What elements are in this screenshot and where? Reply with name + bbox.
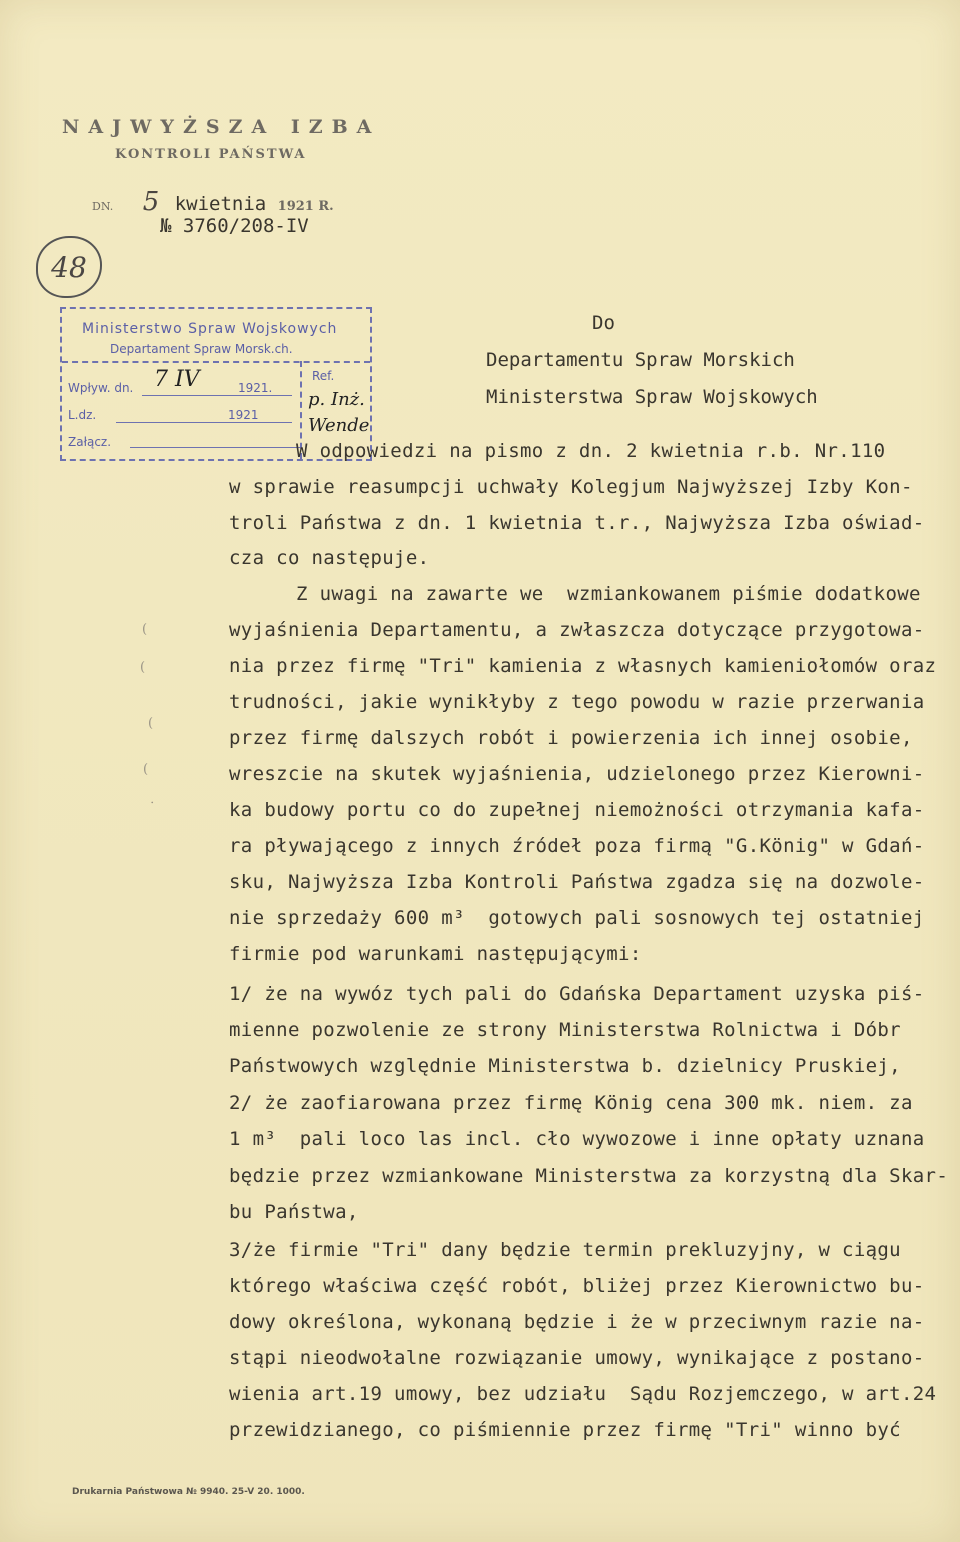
- stamp-department: Departament Spraw Morsk.ch.: [110, 342, 293, 356]
- receipt-stamp: [60, 307, 372, 461]
- body-line: 3/że firmie "Tri" dany będzie termin prekluzyjny, w ciągu: [229, 1239, 901, 1261]
- body-line: nia przez firmę "Tri" kamienia z własnych kamieniołomów oraz: [229, 655, 937, 677]
- body-line: 1 m³ pali loco las incl. cło wywozowe i inne opłaty uznana: [229, 1128, 925, 1150]
- stamp-liczba-label: L.dz.: [68, 408, 97, 422]
- body-line: którego właściwa część robót, bliżej przez Kierownictwo bu-: [229, 1275, 925, 1297]
- address-line-2: Ministerstwa Spraw Wojskowych: [486, 386, 818, 408]
- stamp-line: [142, 395, 292, 396]
- body-line: mienne pozwolenie ze strony Ministerstwa Rolnictwa i Dóbr: [229, 1019, 901, 1041]
- stamp-liczba-value: 1921: [228, 408, 259, 422]
- body-line: cza co następuje.: [229, 547, 430, 569]
- stamp-line: [130, 447, 300, 448]
- body-line: przewidzianego, co piśmiennie przez firmę "Tri" winno być: [229, 1419, 901, 1441]
- body-line: przez firmę dalszych robót i powierzenia ich innej osobie,: [229, 727, 913, 749]
- body-line: firmie pod warunkami następującymi:: [229, 943, 642, 965]
- margin-mark: (: [142, 622, 148, 637]
- body-line: bu Państwa,: [229, 1201, 359, 1223]
- stamp-handwritten-note: p. Inż. Wende: [308, 389, 370, 436]
- stamp-ref-label: Ref.: [312, 369, 335, 383]
- stamp-ministry: Ministerstwo Spraw Wojskowych: [82, 321, 338, 337]
- dateline-day: 5: [142, 187, 160, 217]
- body-line: dowy określona, wykonaną będzie i że w przeciwnym razie na-: [229, 1311, 925, 1333]
- body-line: Z uwagi na zawarte we wzmiankowanem piśmie dodatkowe: [296, 583, 921, 605]
- margin-mark: (: [143, 762, 149, 777]
- dateline-month: kwietnia: [174, 193, 267, 215]
- margin-mark: ⋅: [150, 796, 155, 811]
- reference-number: № 3760/208-IV: [160, 215, 309, 237]
- dateline-label: DN.: [92, 200, 114, 213]
- dateline: [92, 187, 334, 217]
- body-line: wyjaśnienia Departamentu, a zwłaszcza dotyczące przygotowa-: [229, 619, 925, 641]
- body-line: wreszcie na skutek wyjaśnienia, udzielonego przez Kierowni-: [229, 763, 925, 785]
- body-line: sku, Najwyższa Izba Kontroli Państwa zgadza się na dozwole-: [229, 871, 925, 893]
- margin-mark: (: [140, 660, 146, 675]
- body-line: stąpi nieodwołalne rozwiązanie umowy, wynikające z postano-: [229, 1347, 925, 1369]
- body-line: 1/ że na wywóz tych pali do Gdańska Departament uzyska piś-: [229, 983, 925, 1005]
- body-line: ra pływającego z innych źródeł poza firmą "G.König" w Gdań-: [229, 835, 925, 857]
- margin-mark: (: [148, 716, 154, 731]
- body-line: w sprawie reasumpcji uchwały Kolegjum Najwyższej Izby Kon-: [229, 476, 913, 498]
- body-line: wienia art.19 umowy, bez udziału Sądu Rozjemczego, w art.24: [229, 1383, 937, 1405]
- stamp-zalacz-label: Załącz.: [68, 435, 112, 449]
- letterhead-title: NAJWYŻSZA IZBA: [62, 116, 381, 138]
- body-line: ka budowy portu co do zupełnej niemożności otrzymania kafa-: [229, 799, 925, 821]
- stamp-wplyn-value: 7 IV: [154, 367, 200, 392]
- letterhead-subtitle: KONTROLI PAŃSTWA: [115, 147, 307, 162]
- stamp-wplyn-label: Wpływ. dn.: [68, 381, 134, 395]
- printer-imprint: Drukarnia Państwowa № 9940. 25-V 20. 1000.: [72, 1487, 305, 1497]
- stamp-year-suffix: 1921.: [238, 381, 273, 395]
- body-line: troli Państwa z dn. 1 kwietnia t.r., Najwyższa Izba oświad-: [229, 512, 925, 534]
- body-line: Państwowych względnie Ministerstwa b. dzielnicy Pruskiej,: [229, 1055, 901, 1077]
- body-line: będzie przez wzmiankowane Ministerstwa za korzystną dla Skar-: [229, 1165, 949, 1187]
- body-line: trudności, jakie wynikłyby z tego powodu w razie przerwania: [229, 691, 925, 713]
- archive-number: 48: [36, 236, 102, 298]
- body-line: W odpowiedzi na pismo z dn. 2 kwietnia r.b. Nr.110: [296, 440, 886, 462]
- address-line-1: Departamentu Spraw Morskich: [486, 349, 795, 371]
- address-to: Do: [592, 312, 615, 334]
- dateline-year: 1921 R.: [277, 199, 334, 214]
- stamp-divider: [62, 361, 370, 363]
- stamp-line: [116, 422, 292, 423]
- body-line: 2/ że zaofiarowana przez firmę König cena 300 mk. niem. za: [229, 1092, 913, 1114]
- body-line: nie sprzedaży 600 m³ gotowych pali sosnowych tej ostatniej: [229, 907, 925, 929]
